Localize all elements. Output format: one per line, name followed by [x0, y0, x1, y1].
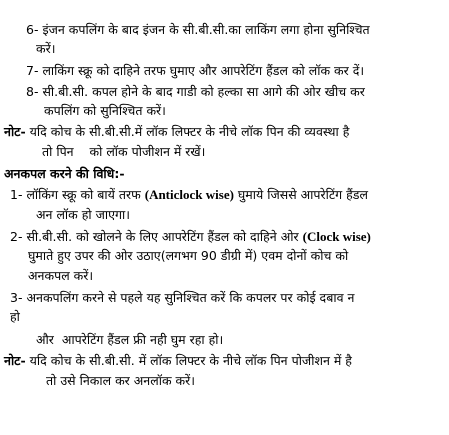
step-text: अनकपलिंग करने से पहले यह सुनिश्चित करें कि कपलर पर कोई दबाव न [26, 290, 355, 305]
step-number: 3- [10, 290, 23, 305]
step-text: अनकपल करें। [28, 268, 94, 283]
note-label: नोट- [4, 353, 26, 368]
note-text: तो उसे निकाल कर अनलॉक करें। [46, 373, 195, 388]
step-text: लॉकिंग स्क्रू को बायें तरफ [26, 187, 141, 202]
step-text: घुमाये जिससे आपरेटिंग हैंडल [237, 187, 368, 202]
note-text: तो पिन को लॉक पोजीशन में रखें। [42, 144, 206, 159]
step-number: 1- [10, 187, 23, 202]
step-7-line [26, 63, 449, 79]
note-text: यदि कोच के सी.बी.सी.में लॉक लिफ्टर के नीचे लॉक पिन की व्यवस्था है [29, 124, 350, 139]
direction-term: (Anticlock wise) [144, 187, 234, 202]
uncouple-step-3-line-2 [10, 309, 449, 325]
step-number: 2- [10, 229, 23, 244]
step-6-line-2 [36, 41, 449, 57]
heading-text: अनकपल करने की विधि:- [4, 166, 125, 181]
note-2-line-2 [46, 373, 449, 389]
uncouple-step-3-line-1 [10, 290, 449, 306]
uncouple-step-1-line-2 [36, 207, 449, 223]
uncouple-step-2-line-1 [10, 229, 449, 245]
step-6-line-1 [26, 22, 449, 38]
note-1-line-1 [4, 124, 449, 140]
direction-term: (Clock wise) [302, 229, 371, 244]
step-text: कपलिंग को सुनिश्चित करें। [44, 103, 166, 118]
step-text: हो [10, 309, 20, 324]
note-text: यदि कोच के सी.बी.सी. में लॉक लिफ्टर के नीचे लॉक पिन पोजीशन में है [29, 353, 352, 368]
step-8-line-1 [26, 84, 449, 100]
step-text: सी.बी.सी. को खोलने के लिए आपरेटिंग हैंडल को दाहिने ओर [26, 229, 299, 244]
uncouple-step-3-line-3 [36, 332, 449, 348]
step-text: और आपरेटिंग हैंडल फ्री नही घुम रहा हो। [36, 332, 224, 347]
note-2-line-1 [4, 353, 449, 369]
uncouple-step-2-line-2 [28, 248, 449, 264]
step-8-line-2 [44, 103, 449, 119]
uncouple-step-1-line-1 [10, 187, 449, 203]
step-number: 8- [26, 84, 39, 99]
step-text: सी.बी.सी. कपल होने के बाद गाडी को हल्का सा आगे की ओर खीच कर [42, 84, 365, 99]
step-text: लाकिंग स्क्रू को दाहिने तरफ घुमाए और आपरेटिंग हैंडल को लॉक कर दें। [42, 63, 365, 78]
step-text: घुमाते हुए उपर की ओर उठाए(लगभग 90 डीग्री में) एवम दोनों कोच को [28, 248, 349, 263]
note-label: नोट- [4, 124, 26, 139]
step-text: इंजन कपलिंग के बाद इंजन के सी.बी.सी.का लाकिंग लगा होना सुनिश्चित [42, 22, 370, 37]
step-text: अन लॉक हो जाएगा। [36, 207, 131, 222]
step-number: 7- [26, 63, 39, 78]
step-number: 6- [26, 22, 39, 37]
uncouple-step-2-line-3 [28, 268, 449, 284]
note-1-line-2 [42, 144, 449, 160]
step-text: करें। [36, 41, 56, 56]
section-heading [4, 166, 449, 182]
